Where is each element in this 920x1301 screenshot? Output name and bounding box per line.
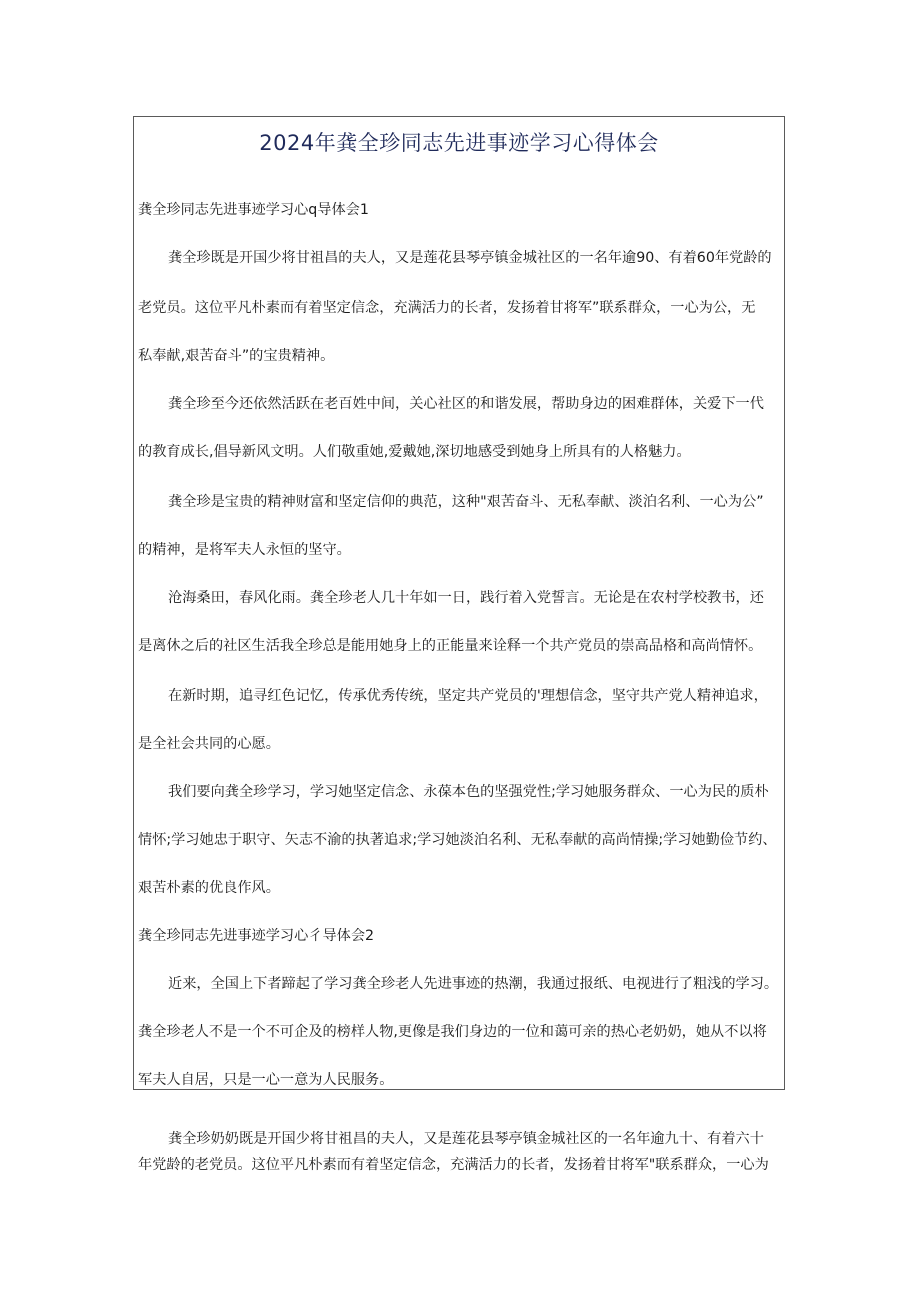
paragraph-7-line-1: 近来，全国上下者蹄起了学习龚全珍老人先进事迹的热潮，我通过报纸、电视进行了粗浅的学习。 [168,976,779,992]
paragraph-6-line-1: 我们要向龚全珍学习，学习她坚定信念、永葆本色的坚强党性;学习她服务群众、一心为民的质朴 [168,784,769,800]
paragraph-2-line-1: 龚全珍至今还依然活跃在老百姓中间，关心社区的和谐发展，帮助身边的困难群体，关爱下一代 [168,396,764,412]
paragraph-5-line-1: 在新时期，追寻红色记忆，传承优秀传统，坚定共产党员的'理想信念，坚守共产党人精神追求， [168,688,768,704]
paragraph-2-line-2: 的教育成长,倡导新风文明。人们敬重她,爱戴她,深切地感受到她身上所具有的人格魅力。 [138,444,691,460]
paragraph-8-line-1: 龚全珍奶奶既是开国少将甘祖昌的夫人，又是莲花县琴亭镇金城社区的一名年逾九十、有着六十 [168,1131,764,1147]
section-heading-2: 龚全珍同志先进事迹学习心彳导体会2 [138,928,375,944]
page-frame [133,116,785,1090]
paragraph-7-line-3: 军夫人自居，只是一心一意为人民服务。 [138,1072,394,1088]
paragraph-4-line-2: 是离休之后的社区生活我全珍总是能用她身上的正能量来诠释一个共产党员的崇高品格和高尚情怀。 [138,638,763,654]
paragraph-6-line-2: 情怀;学习她忠于职守、矢志不渝的执著追求;学习她淡泊名利、无私奉献的高尚情操;学习她勤俭节约、 [138,832,777,848]
section-heading-1: 龚全珍同志先进事迹学习心q导体会1 [138,202,369,218]
paragraph-1-line-3: 私奉献,艰苦奋斗”的宝贵精神。 [138,348,335,364]
paragraph-7-line-2: 龚全珍老人不是一个不可企及的榜样人物,更像是我们身边的一位和蔼可亲的热心老奶奶，她从不以将 [138,1024,767,1040]
paragraph-6-line-3: 艰苦朴素的优良作风。 [138,880,280,896]
paragraph-1-line-2: 老党员。这位平凡朴素而有着坚定信念，充满活力的长者，发扬着甘将军”联系群众，一心为公，无 [138,300,756,316]
paragraph-3-line-1: 龚全珍是宝贵的精神财富和坚定信仰的典范，这种"艰苦奋斗、无私奉献、淡泊名利、一心为公” [168,494,764,510]
paragraph-8-line-2: 年党龄的老党员。这位平凡朴素而有着坚定信念，充满活力的长者，发扬着甘将军"联系群众，一心为 [138,1157,769,1173]
document-title: 2024年龚全珍同志先进事迹学习心得体会 [259,131,659,155]
paragraph-4-line-1: 沧海桑田，春风化雨。龚全珍老人几十年如一日，践行着入党誓言。无论是在农村学校教书，还 [168,590,764,606]
paragraph-3-line-2: 的精神，是将军夫人永恒的坚守。 [138,542,351,558]
paragraph-5-line-2: 是全社会共同的心愿。 [138,736,280,752]
paragraph-1-line-1: 龚全珍既是开国少将甘祖昌的夫人，又是莲花县琴亭镇金城社区的一名年逾90、有着60年党龄的 [168,250,772,266]
